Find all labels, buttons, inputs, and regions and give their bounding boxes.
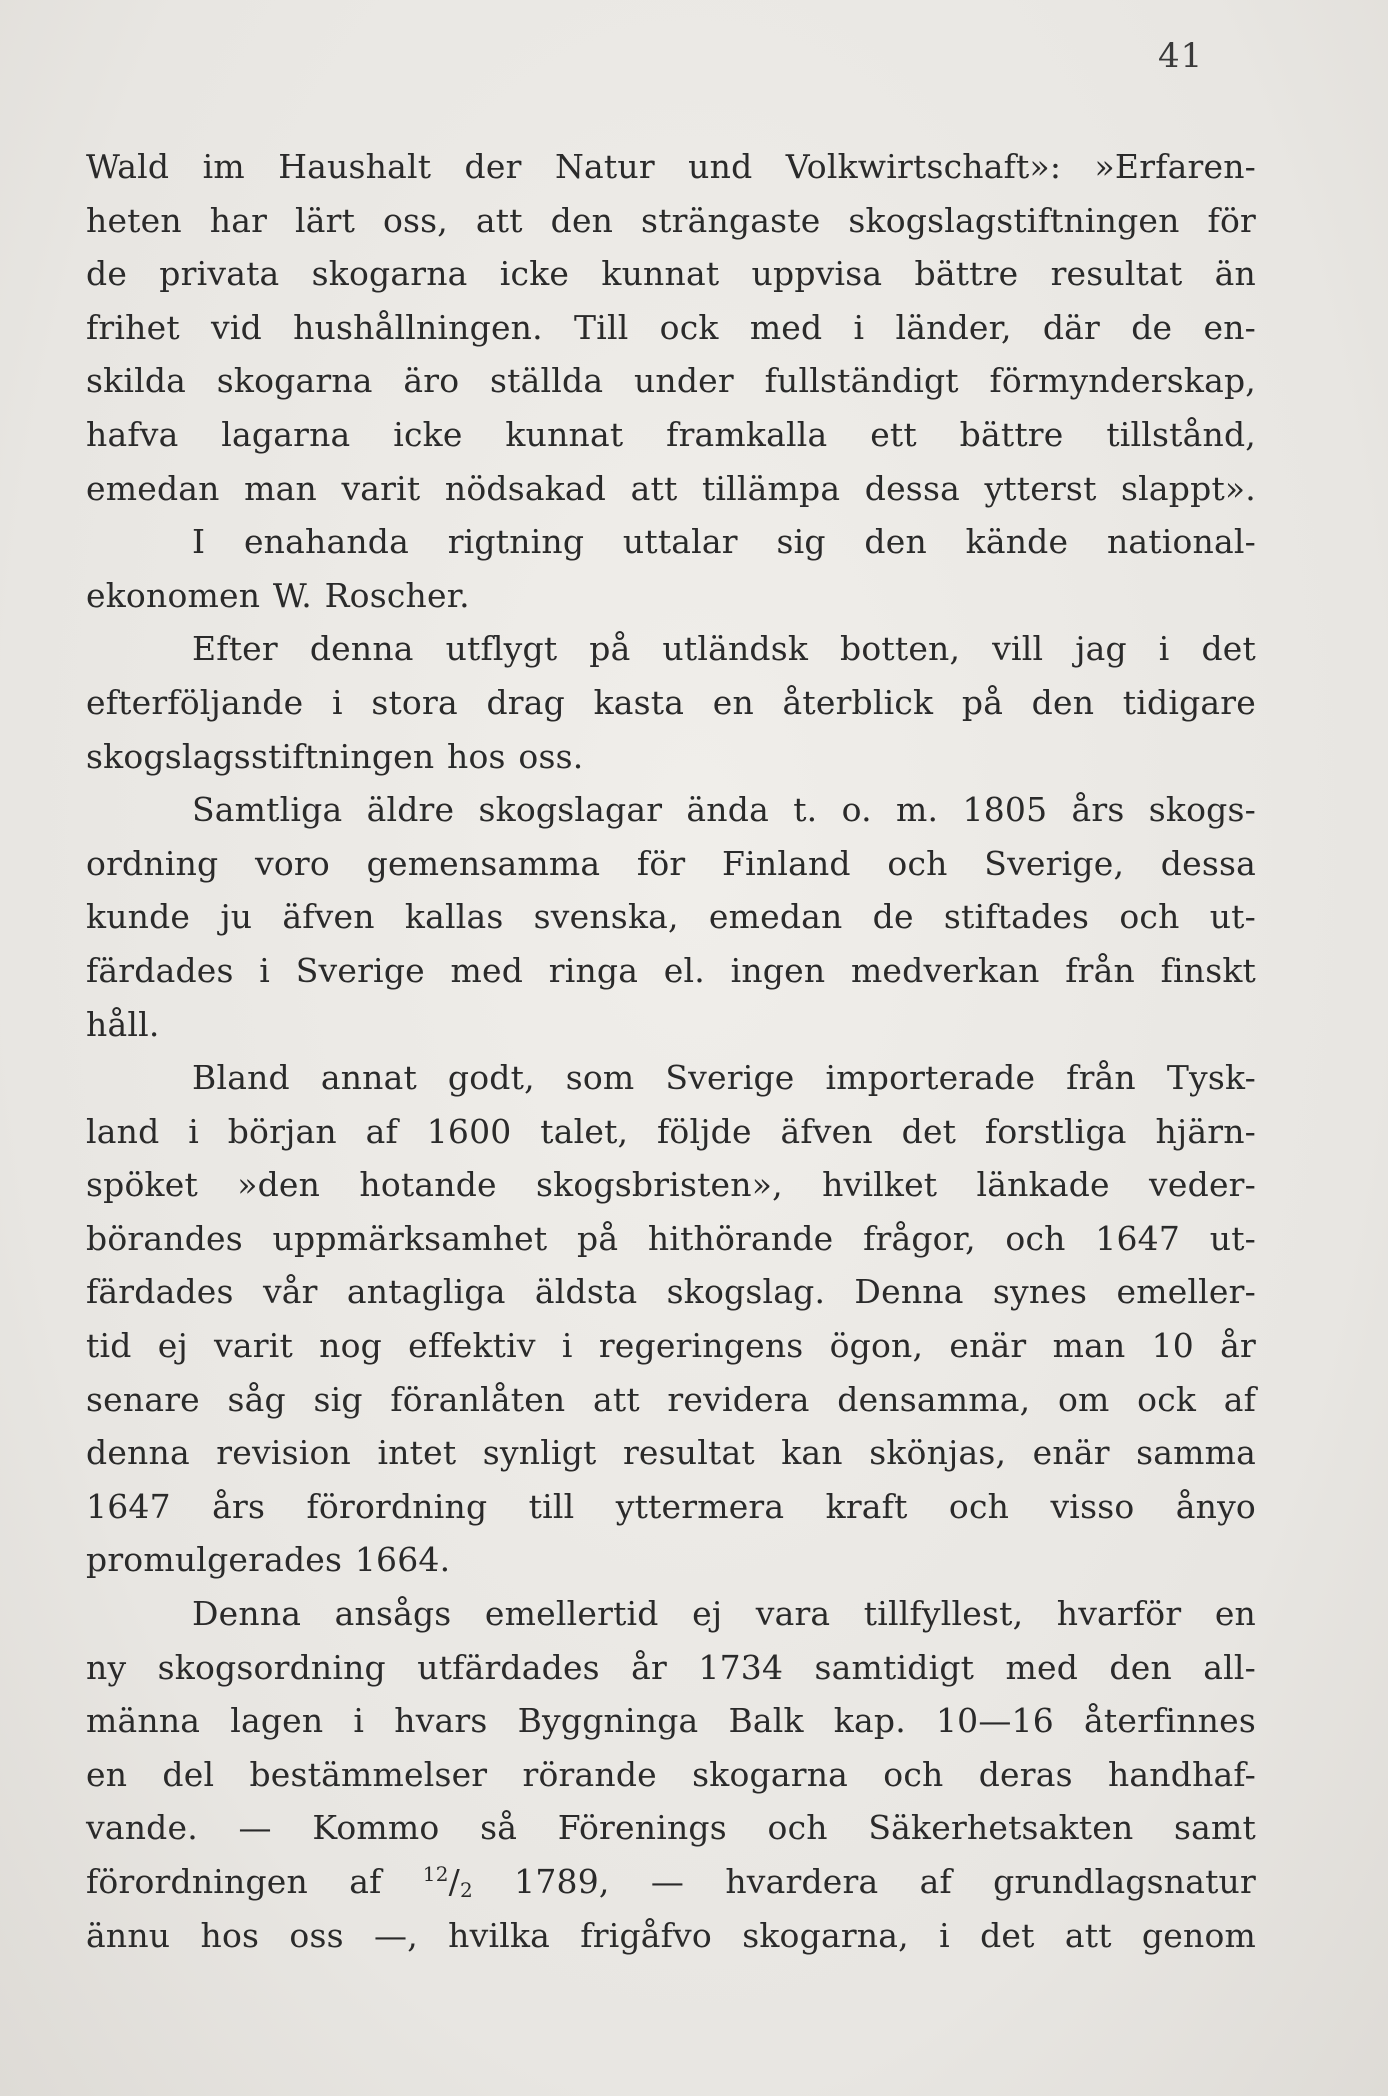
fraction-numerator: 12 bbox=[422, 1862, 449, 1886]
text-line: ny skogsordning utfärdades år 1734 samtidigt med den all- bbox=[86, 1647, 1256, 1687]
text-line: I enahanda rigtning uttalar sig den kände national- bbox=[192, 522, 1256, 562]
line-segment: förordningen af bbox=[86, 1862, 423, 1901]
text-line: ännu hos oss —, hvilka frigåfvo skogarna, i det att genom bbox=[86, 1915, 1256, 1955]
text-line: hafva lagarna icke kunnat framkalla ett bättre tillstånd, bbox=[86, 414, 1256, 454]
text-line: Denna ansågs emellertid ej vara tillfyllest, hvarför en bbox=[192, 1594, 1256, 1634]
text-line: skogslagsstiftningen hos oss. bbox=[86, 736, 584, 776]
text-line: skilda skogarna äro ställda under fullständigt förmynderskap, bbox=[86, 361, 1256, 401]
text-line: heten har lärt oss, att den strängaste skogslagstiftningen för bbox=[86, 200, 1256, 240]
text-line: färdades i Sverige med ringa el. ingen medverkan från finskt bbox=[86, 950, 1256, 990]
fraction-slash: / bbox=[448, 1862, 460, 1901]
text-line: färdades vår antagliga äldsta skogslag. Denna synes emeller- bbox=[86, 1272, 1256, 1312]
text-line: denna revision intet synligt resultat kan skönjas, enär samma bbox=[86, 1433, 1256, 1473]
text-line: tid ej varit nog effektiv i regeringens ögon, enär man 10 år bbox=[86, 1326, 1256, 1366]
text-line: håll. bbox=[86, 1004, 160, 1044]
text-line: emedan man varit nödsakad att tillämpa dessa ytterst slappt». bbox=[86, 468, 1256, 508]
body-text bbox=[86, 140, 1256, 1962]
text-line: Bland annat godt, som Sverige importerade från Tysk- bbox=[192, 1058, 1256, 1098]
fraction-denominator: 2 bbox=[459, 1878, 473, 1902]
text-line: frihet vid hushållningen. Till ock med i länder, där de en- bbox=[86, 307, 1256, 347]
text-line: spöket »den hotande skogsbristen», hvilket länkade veder- bbox=[86, 1165, 1256, 1205]
text-line: promulgerades 1664. bbox=[86, 1540, 451, 1580]
line-segment: 1789, — hvardera af grundlagsnatur bbox=[472, 1862, 1256, 1901]
text-line: männa lagen i hvars Byggninga Balk kap. 10—16 återfinnes bbox=[86, 1701, 1256, 1741]
text-line: Efter denna utflygt på utländsk botten, vill jag i det bbox=[192, 629, 1256, 669]
text-line: efterföljande i stora drag kasta en återblick på den tidigare bbox=[86, 682, 1256, 722]
text-line: en del bestämmelser rörande skogarna och deras handhaf- bbox=[86, 1754, 1256, 1794]
text-line: senare såg sig föranlåten att revidera densamma, om ock af bbox=[86, 1379, 1256, 1419]
text-line: vande. — Kommo så Förenings och Säkerhetsakten samt bbox=[86, 1808, 1256, 1848]
page-number: 41 bbox=[1158, 36, 1204, 76]
text-line: 1647 års förordning till yttermera kraft och visso ånyo bbox=[86, 1486, 1256, 1526]
text-line: börandes uppmärksamhet på hithörande frågor, och 1647 ut- bbox=[86, 1218, 1256, 1258]
text-line-with-fraction bbox=[86, 1855, 1256, 1909]
text-line: de privata skogarna icke kunnat uppvisa bättre resultat än bbox=[86, 254, 1256, 294]
text-line: Samtliga äldre skogslagar ända t. o. m. 1805 års skogs- bbox=[192, 790, 1256, 830]
text-line: land i början af 1600 talet, följde äfven det forstliga hjärn- bbox=[86, 1111, 1256, 1151]
text-line: ordning voro gemensamma för Finland och Sverige, dessa bbox=[86, 843, 1256, 883]
text-line: ekonomen W. Roscher. bbox=[86, 575, 470, 615]
text-line: Wald im Haushalt der Natur und Volkwirtschaft»: »Erfaren- bbox=[86, 147, 1256, 186]
text-line: kunde ju äfven kallas svenska, emedan de stiftades och ut- bbox=[86, 897, 1256, 937]
